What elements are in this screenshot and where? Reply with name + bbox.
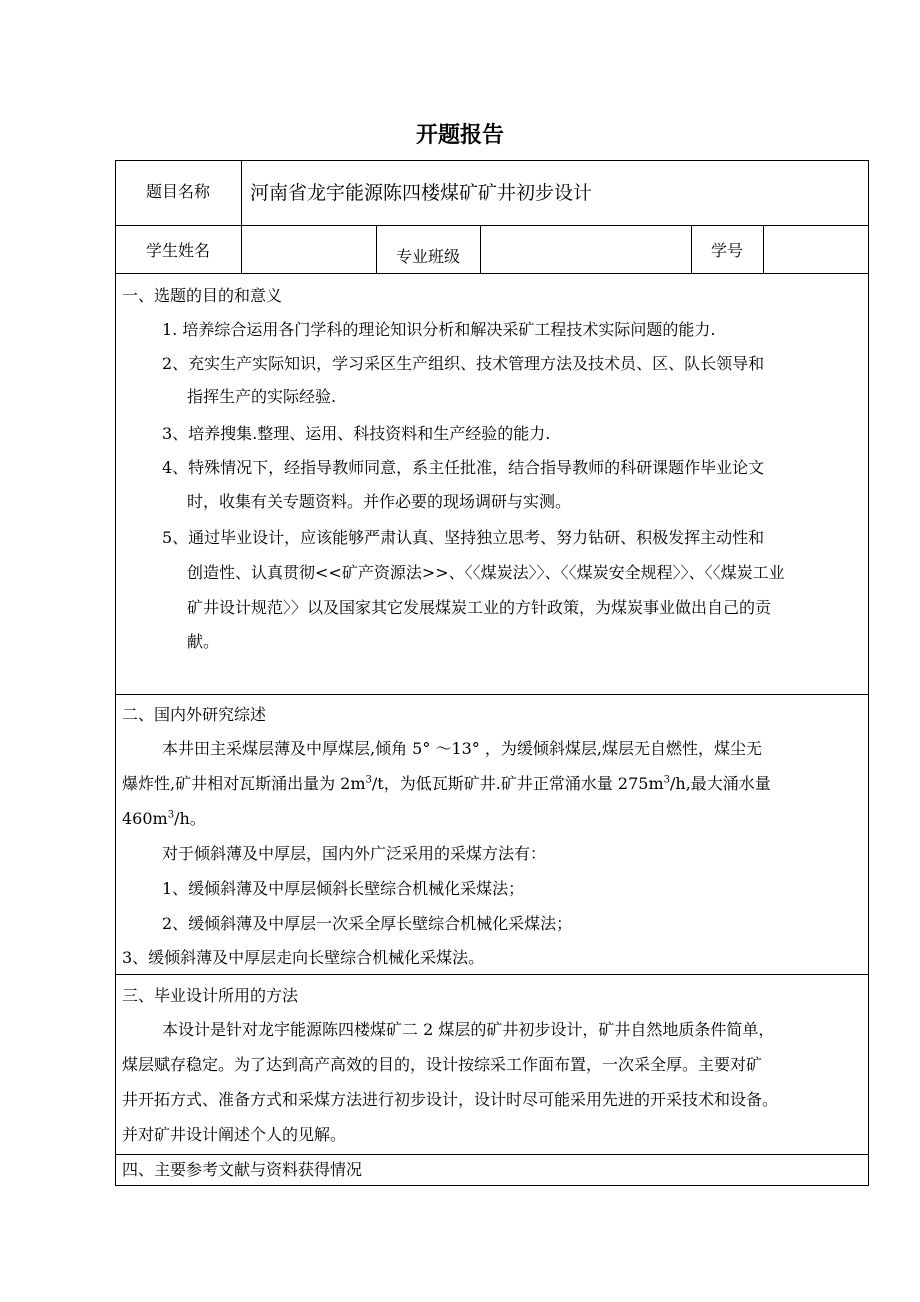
section2-line: 对于倾斜薄及中厚层，国内外广泛采用的采煤方法有： (162, 844, 547, 863)
section3-line: 本设计是针对龙宇能源陈四楼煤矿二 2 煤层的矿井初步设计，矿井自然地质条件简单， (162, 1020, 775, 1039)
row-divider (115, 974, 869, 975)
section1-line: 矿井设计规范〉〉以及国家其它发展煤炭工业的方针政策，为煤炭事业做出自己的贡 (187, 598, 772, 617)
row-divider (115, 694, 869, 695)
section3-line: 并对矿井设计阐述个人的见解。 (122, 1125, 347, 1144)
section2-heading: 二、国内外研究综述 (122, 705, 267, 724)
section2-line: 爆炸性,矿井相对瓦斯涌出量为 $2m^3/t$，为低瓦斯矿井.矿井正常涌水量 $275m^3/h$,最大涌水量 (122, 774, 771, 793)
section1-line: 指挥生产的实际经验. (187, 387, 337, 406)
section2-line: 本井田主采煤层薄及中厚煤层,倾角 5° ～13° ，为缓倾斜煤层,煤层无自燃性，煤尘无 (162, 739, 762, 758)
col-divider (763, 225, 764, 274)
section2-line: $460m^3/h$。 (122, 809, 206, 828)
student-name-label: 学生姓名 (145, 241, 210, 260)
section1-line: 创造性、认真贯彻<<矿产资源法>>、〈〈煤炭法〉〉、〈〈煤炭安全规程〉〉、〈〈煤炭工业 (187, 563, 785, 582)
topic-value: 河南省龙宇能源陈四楼煤矿矿井初步设计 (250, 182, 593, 204)
row-divider (115, 273, 869, 274)
section2-line: 1、缓倾斜薄及中厚层倾斜长壁综合机械化采煤法； (162, 879, 525, 898)
section1-line: 2、充实生产实际知识，学习采区生产组织、技术管理方法及技术员、区、队长领导和 (162, 354, 765, 373)
section2-line: 2、缓倾斜薄及中厚层一次采全厚长壁综合机械化采煤法； (162, 914, 573, 933)
section1-line: 献。 (187, 632, 220, 651)
section1-line: 5、通过毕业设计，应该能够严肃认真、坚持独立思考、努力钻研、积极发挥主动性和 (162, 528, 765, 547)
student-id-label: 学号 (710, 241, 743, 260)
section1-line: 3、培养搜集.整理、运用、科技资料和生产经验的能力. (162, 424, 551, 443)
section4-heading: 四、主要参考文献与资料获得情况 (122, 1160, 363, 1179)
section1-line: 4、特殊情况下，经指导教师同意，系主任批准，结合指导教师的科研课题作毕业论文 (162, 458, 765, 477)
row-divider (115, 225, 869, 226)
row-divider (115, 1154, 869, 1155)
section3-line: 煤层赋存稳定。为了达到高产高效的目的，设计按综采工作面布置，一次采全厚。主要对矿 (122, 1055, 763, 1074)
page-title: 开题报告 (415, 123, 504, 148)
section3-heading: 三、毕业设计所用的方法 (122, 986, 299, 1005)
section1-heading: 一、选题的目的和意义 (122, 286, 283, 305)
col-divider (241, 160, 242, 274)
section1-line: 1. 培养综合运用各门学科的理论知识分析和解决采矿工程技术实际问题的能力. (162, 320, 716, 339)
col-divider (480, 225, 481, 274)
topic-label: 题目名称 (145, 182, 210, 201)
section2-line: 3、缓倾斜薄及中厚层走向长壁综合机械化采煤法。 (122, 948, 485, 967)
class-label: 专业班级 (395, 247, 460, 266)
section1-line: 时，收集有关专题资料。并作必要的现场调研与实测。 (187, 492, 572, 511)
section3-line: 井开拓方式、准备方式和采煤方法进行初步设计，设计时尽可能采用先进的开采技术和设备。 (122, 1090, 779, 1109)
